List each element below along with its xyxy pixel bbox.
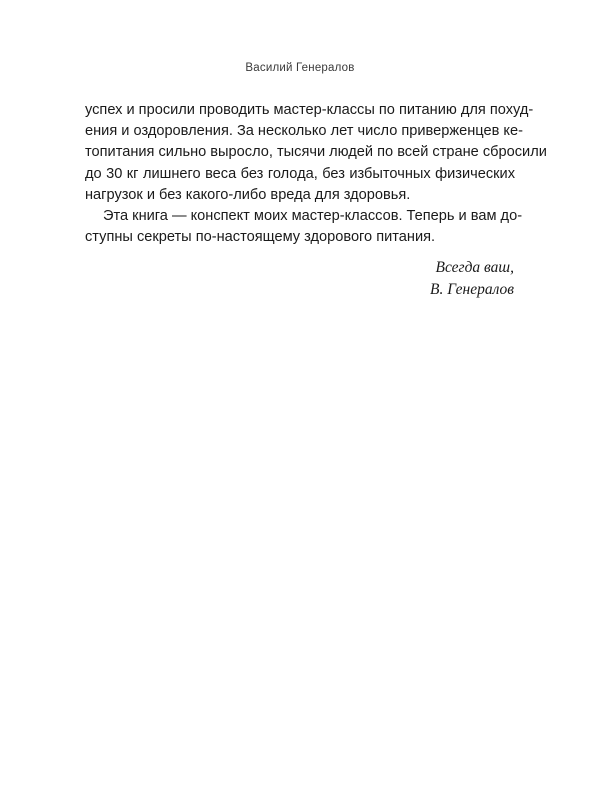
text-line: топитания сильно выросло, тысячи людей по всей стране сбросили xyxy=(85,144,547,161)
running-header: Василий Генералов xyxy=(245,62,355,74)
text-line: нагрузок и без какого-либо вреда для здоровья. xyxy=(85,186,411,203)
signature-block xyxy=(430,257,514,300)
text-line: Эта книга — конспект моих мастер-классов. Теперь и вам до- xyxy=(103,208,523,225)
text-line: до 30 кг лишнего веса без голода, без избыточных физических xyxy=(85,165,515,182)
signature-closing: Всегда ваш, xyxy=(435,259,514,276)
text-line: ения и оздоровления. За несколько лет число приверженцев ке- xyxy=(85,123,523,140)
main-text xyxy=(85,100,547,248)
signature-name: В. Генералов xyxy=(430,280,514,298)
text-line: ступны секреты по-настоящему здорового питания. xyxy=(85,229,436,246)
paragraph-2 xyxy=(85,206,523,248)
text-line: успех и просили проводить мастер-классы по питанию для похуд- xyxy=(85,102,534,118)
paragraph-1 xyxy=(85,100,547,206)
